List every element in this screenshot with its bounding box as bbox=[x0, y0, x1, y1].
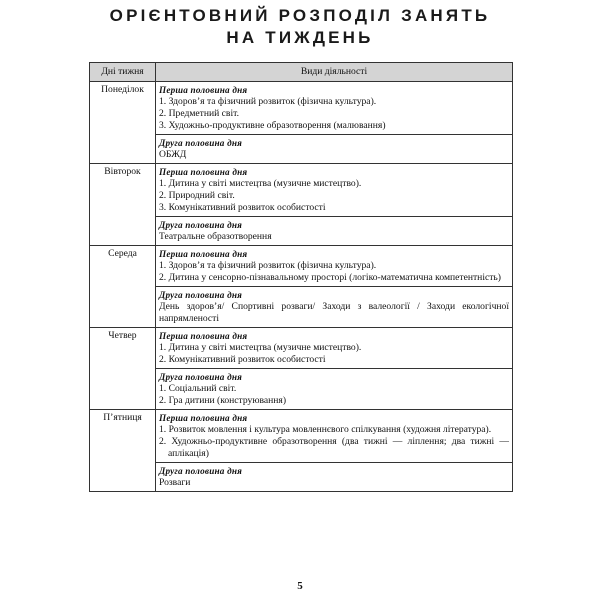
activity-item: 1. Здоров’я та фізичний розвиток (фізична культура). bbox=[159, 260, 377, 271]
activity-item: Розваги bbox=[159, 477, 191, 488]
day-monday: Понеділок bbox=[90, 82, 156, 164]
second-half-cell bbox=[156, 463, 513, 492]
first-half-cell bbox=[156, 246, 513, 287]
table-row bbox=[90, 410, 513, 463]
first-half-cell bbox=[156, 410, 513, 463]
second-half-label: Друга половина дня bbox=[159, 466, 243, 476]
day-tuesday: Вівторок bbox=[90, 164, 156, 246]
second-half-label: Друга половина дня bbox=[159, 290, 243, 300]
second-half-cell bbox=[156, 369, 513, 410]
first-half-label: Перша половина дня bbox=[159, 413, 248, 423]
table-row bbox=[90, 328, 513, 369]
activity-item: 1. Дитина у світі мистецтва (музичне мистецтво). bbox=[159, 342, 362, 353]
second-half-cell bbox=[156, 135, 513, 164]
activity-item: 3. Художньо-продуктивне образотворення (малювання) bbox=[159, 120, 386, 131]
second-half-cell bbox=[156, 287, 513, 328]
activity-item: 2. Природний світ. bbox=[159, 190, 235, 201]
second-half-label: Друга половина дня bbox=[159, 138, 243, 148]
weekly-schedule-table bbox=[89, 62, 513, 492]
day-wednesday: Середа bbox=[90, 246, 156, 328]
activity-item: 2. Предметний світ. bbox=[159, 108, 239, 119]
activity-item: 2. Гра дитини (конструювання) bbox=[159, 395, 287, 406]
activity-item: День здоров’я/ Спортивні розваги/ Заходи з валеології / Заходи екологічної напрямленості bbox=[159, 301, 509, 324]
activity-item: 2. Дитина у сенсорно-пізнавальному просторі (логіко-математична компетентність) bbox=[159, 272, 502, 283]
table-row bbox=[90, 246, 513, 287]
first-half-label: Перша половина дня bbox=[159, 249, 248, 259]
first-half-label: Перша половина дня bbox=[159, 85, 248, 95]
second-half-label: Друга половина дня bbox=[159, 372, 243, 382]
first-half-cell bbox=[156, 164, 513, 217]
second-half-cell bbox=[156, 217, 513, 246]
first-half-cell bbox=[156, 328, 513, 369]
activity-item: Театральне образотворення bbox=[159, 231, 272, 242]
page-title-line-2: НА ТИЖДЕНЬ bbox=[226, 28, 374, 47]
day-friday: П’ятниця bbox=[90, 410, 156, 492]
activity-item: 3. Комунікативний розвиток особистості bbox=[159, 202, 326, 213]
table-row bbox=[90, 82, 513, 135]
first-half-label: Перша половина дня bbox=[159, 331, 248, 341]
day-thursday: Четвер bbox=[90, 328, 156, 410]
page-title-line-1: ОРІЄНТОВНИЙ РОЗПОДІЛ ЗАНЯТЬ bbox=[109, 6, 491, 25]
second-half-label: Друга половина дня bbox=[159, 220, 243, 230]
activity-item: 1. Здоров’я та фізичний розвиток (фізична культура). bbox=[159, 96, 377, 107]
header-days: Дні тижня bbox=[90, 63, 156, 82]
activity-item: 1. Соціальний світ. bbox=[159, 383, 237, 394]
first-half-cell bbox=[156, 82, 513, 135]
table-header-row bbox=[90, 63, 513, 82]
activity-item: ОБЖД bbox=[159, 149, 187, 160]
header-activities: Види діяльності bbox=[156, 63, 513, 82]
activity-item: 1. Розвиток мовлення і культура мовленнєвого спілкування (художня література). bbox=[159, 424, 492, 435]
activity-item: 2. Художньо-продуктивне образотворення (два тижні — ліплення; два тижні — аплікація) bbox=[159, 436, 509, 459]
page-number: 5 bbox=[297, 580, 303, 592]
activity-item: 1. Дитина у світі мистецтва (музичне мистецтво). bbox=[159, 178, 362, 189]
first-half-label: Перша половина дня bbox=[159, 167, 248, 177]
table-row bbox=[90, 164, 513, 217]
activity-item: 2. Комунікативний розвиток особистості bbox=[159, 354, 326, 365]
